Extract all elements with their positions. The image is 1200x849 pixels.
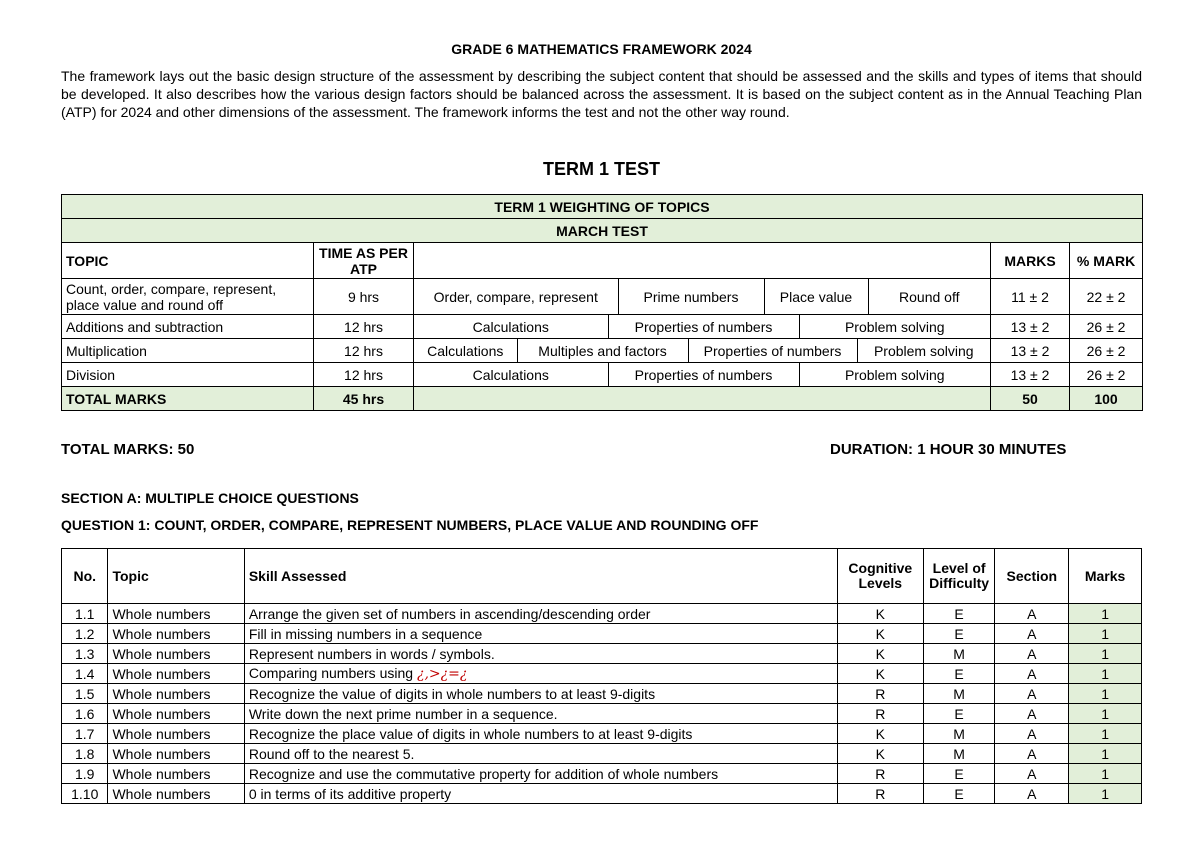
row-marks: 11 ± 2: [991, 279, 1070, 315]
cell-no: 1.7: [62, 724, 108, 744]
row-topic: Count, order, compare, represent, place value and round off: [62, 279, 314, 315]
skill-text: Comparing numbers using: [248, 665, 417, 681]
cell-cognitive: R: [837, 684, 923, 704]
cell-difficulty: M: [923, 644, 995, 664]
row-time: 9 hrs: [314, 279, 414, 315]
cell-section: A: [995, 784, 1069, 804]
header-blank: [414, 243, 991, 279]
cell-skill: Fill in missing numbers in a sequence: [244, 624, 837, 644]
cell-marks: 1: [1069, 724, 1142, 744]
row-time: 12 hrs: [314, 363, 414, 387]
weighting-header-row: [62, 243, 1143, 279]
header-cognitive: Cognitive Levels: [837, 549, 923, 604]
subtopic: Place value: [764, 279, 868, 314]
weighting-table: [61, 194, 1143, 411]
row-topic: Multiplication: [62, 339, 314, 363]
total-blank: [414, 387, 991, 411]
cell-difficulty: M: [923, 744, 995, 764]
cell-difficulty: M: [923, 684, 995, 704]
row-time: 12 hrs: [314, 339, 414, 363]
cell-topic: Whole numbers: [108, 644, 244, 664]
header-topic: TOPIC: [62, 243, 314, 279]
cell-section: A: [995, 664, 1069, 684]
question-table: [61, 548, 1142, 804]
weighting-row: [62, 339, 1143, 363]
table-row: [62, 604, 1142, 624]
duration-label: DURATION: 1 HOUR 30 MINUTES: [830, 441, 1067, 458]
term-title: TERM 1 TEST: [542, 159, 660, 179]
cell-topic: Whole numbers: [108, 604, 244, 624]
cell-marks: 1: [1069, 644, 1142, 664]
totals-line: [61, 441, 1142, 458]
header-marks: Marks: [1069, 549, 1142, 604]
cell-skill: Recognize and use the commutative property for addition of whole numbers: [244, 764, 837, 784]
cell-no: 1.6: [62, 704, 108, 724]
cell-cognitive: K: [837, 644, 923, 664]
subtopic: Multiples and factors: [517, 339, 688, 362]
cell-difficulty: E: [923, 704, 995, 724]
cell-topic: Whole numbers: [108, 724, 244, 744]
cell-no: 1.8: [62, 744, 108, 764]
cell-skill: Arrange the given set of numbers in ascending/descending order: [244, 604, 837, 624]
cell-cognitive: K: [837, 604, 923, 624]
cell-section: A: [995, 724, 1069, 744]
total-marks: 50: [991, 387, 1070, 411]
total-label: TOTAL MARKS: [62, 387, 314, 411]
cell-no: 1.3: [62, 644, 108, 664]
row-marks: 13 ± 2: [991, 315, 1070, 339]
cell-topic: Whole numbers: [108, 744, 244, 764]
weighting-row: [62, 279, 1143, 315]
row-marks: 13 ± 2: [991, 339, 1070, 363]
cell-difficulty: M: [923, 724, 995, 744]
cell-difficulty: E: [923, 784, 995, 804]
weighting-title: TERM 1 WEIGHTING OF TOPICS: [62, 195, 1143, 219]
subtopic: Round off: [899, 288, 960, 305]
table-row: [62, 704, 1142, 724]
weighting-row: [62, 363, 1143, 387]
cell-skill: Write down the next prime number in a sequence.: [244, 704, 837, 724]
cell-skill: Represent numbers in words / symbols.: [244, 644, 837, 664]
cell-difficulty: E: [923, 764, 995, 784]
subtopic: Properties of numbers: [688, 339, 857, 362]
header-skill: Skill Assessed: [244, 549, 837, 604]
row-pct: 26 ± 2: [1070, 339, 1143, 363]
cell-marks: 1: [1069, 664, 1142, 684]
table-row: [62, 764, 1142, 784]
cell-section: A: [995, 604, 1069, 624]
cell-section: A: [995, 764, 1069, 784]
cell-cognitive: K: [837, 744, 923, 764]
table-row: [62, 624, 1142, 644]
cell-cognitive: K: [837, 664, 923, 684]
row-subtopics: [414, 363, 991, 387]
row-marks: 13 ± 2: [991, 363, 1070, 387]
cell-no: 1.5: [62, 684, 108, 704]
subtopic: Properties of numbers: [608, 315, 799, 338]
cell-difficulty: E: [923, 624, 995, 644]
cell-skill: Recognize the value of digits in whole numbers to at least 9-digits: [244, 684, 837, 704]
table-row: [62, 784, 1142, 804]
cell-skill: Recognize the place value of digits in whole numbers to at least 9-digits: [244, 724, 837, 744]
cell-marks: 1: [1069, 764, 1142, 784]
cell-skill: 0 in terms of its additive property: [244, 784, 837, 804]
row-pct: 22 ± 2: [1070, 279, 1143, 315]
cell-cognitive: R: [837, 704, 923, 724]
subtopic: Prime numbers: [618, 279, 764, 314]
cell-section: A: [995, 644, 1069, 664]
row-subtopics: [414, 315, 991, 339]
document-title: GRADE 6 MATHEMATICS FRAMEWORK 2024: [451, 41, 752, 57]
table-row: [62, 644, 1142, 664]
cell-no: 1.2: [62, 624, 108, 644]
cell-topic: Whole numbers: [108, 624, 244, 644]
header-pct: % MARK: [1070, 243, 1143, 279]
row-topic: Division: [62, 363, 314, 387]
cell-no: 1.10: [62, 784, 108, 804]
intro-paragraph: The framework lays out the basic design structure of the assessment by describing the subject content that should be assessed and the skills and types of items that should be developed. It also describes how the various design factors should be balanced across the assessment. It is based on the subject content as in the Annual Teaching Plan (ATP) for 2024 and other dimensions of the assessment. The framework informs the test and not the other way round.: [61, 68, 1142, 120]
cell-topic: Whole numbers: [108, 684, 244, 704]
weighting-title-row: [62, 195, 1143, 219]
cell-cognitive: K: [837, 724, 923, 744]
cell-section: A: [995, 624, 1069, 644]
cell-skill: Round off to the nearest 5.: [244, 744, 837, 764]
cell-no: 1.9: [62, 764, 108, 784]
weighting-subtitle-row: [62, 219, 1143, 243]
row-pct: 26 ± 2: [1070, 315, 1143, 339]
cell-marks: 1: [1069, 604, 1142, 624]
weighting-row: [62, 315, 1143, 339]
cell-cognitive: K: [837, 624, 923, 644]
question-header-row: [62, 549, 1142, 604]
subtopic: Problem solving: [844, 318, 945, 335]
subtopic: Problem solving: [873, 342, 974, 359]
table-row: [62, 664, 1142, 684]
subtopic: Problem solving: [844, 366, 945, 383]
cell-topic: Whole numbers: [108, 784, 244, 804]
subtopic: Properties of numbers: [608, 363, 799, 386]
cell-marks: 1: [1069, 624, 1142, 644]
cell-topic: Whole numbers: [108, 764, 244, 784]
subtopic: Calculations: [414, 363, 608, 386]
cell-difficulty: E: [923, 604, 995, 624]
table-row: [62, 744, 1142, 764]
cell-marks: 1: [1069, 684, 1142, 704]
cell-topic: Whole numbers: [108, 664, 244, 684]
cell-marks: 1: [1069, 784, 1142, 804]
subtopic: Order, compare, represent: [414, 279, 618, 314]
cell-marks: 1: [1069, 744, 1142, 764]
cell-cognitive: R: [837, 784, 923, 804]
comparison-symbols: ¿,>¿=¿: [416, 666, 468, 682]
total-marks-label: TOTAL MARKS: 50: [61, 441, 195, 458]
header-no: No.: [62, 549, 108, 604]
cell-section: A: [995, 704, 1069, 724]
row-time: 12 hrs: [314, 315, 414, 339]
cell-no: 1.1: [62, 604, 108, 624]
cell-section: A: [995, 684, 1069, 704]
cell-no: 1.4: [62, 664, 108, 684]
row-subtopics: [414, 339, 991, 363]
cell-marks: 1: [1069, 704, 1142, 724]
header-difficulty: Level of Difficulty: [923, 549, 995, 604]
subtopic: Calculations: [414, 339, 517, 362]
weighting-subtitle: MARCH TEST: [62, 219, 1143, 243]
total-pct: 100: [1070, 387, 1143, 411]
cell-cognitive: R: [837, 764, 923, 784]
cell-section: A: [995, 744, 1069, 764]
row-pct: 26 ± 2: [1070, 363, 1143, 387]
header-time: TIME AS PER ATP: [314, 243, 414, 279]
cell-topic: Whole numbers: [108, 704, 244, 724]
row-topic: Additions and subtraction: [62, 315, 314, 339]
table-row: [62, 684, 1142, 704]
total-time: 45 hrs: [314, 387, 414, 411]
header-section: Section: [995, 549, 1069, 604]
weighting-total-row: [62, 387, 1143, 411]
section-a-heading: SECTION A: MULTIPLE CHOICE QUESTIONS: [61, 490, 359, 506]
table-row: [62, 724, 1142, 744]
subtopic: Calculations: [414, 315, 608, 338]
row-subtopics: [414, 279, 991, 315]
header-topic: Topic: [108, 549, 244, 604]
question-1-heading: QUESTION 1: COUNT, ORDER, COMPARE, REPRESENT NUMBERS, PLACE VALUE AND ROUNDING OFF: [61, 517, 759, 533]
cell-difficulty: E: [923, 664, 995, 684]
header-marks: MARKS: [991, 243, 1070, 279]
cell-skill: [244, 664, 837, 684]
